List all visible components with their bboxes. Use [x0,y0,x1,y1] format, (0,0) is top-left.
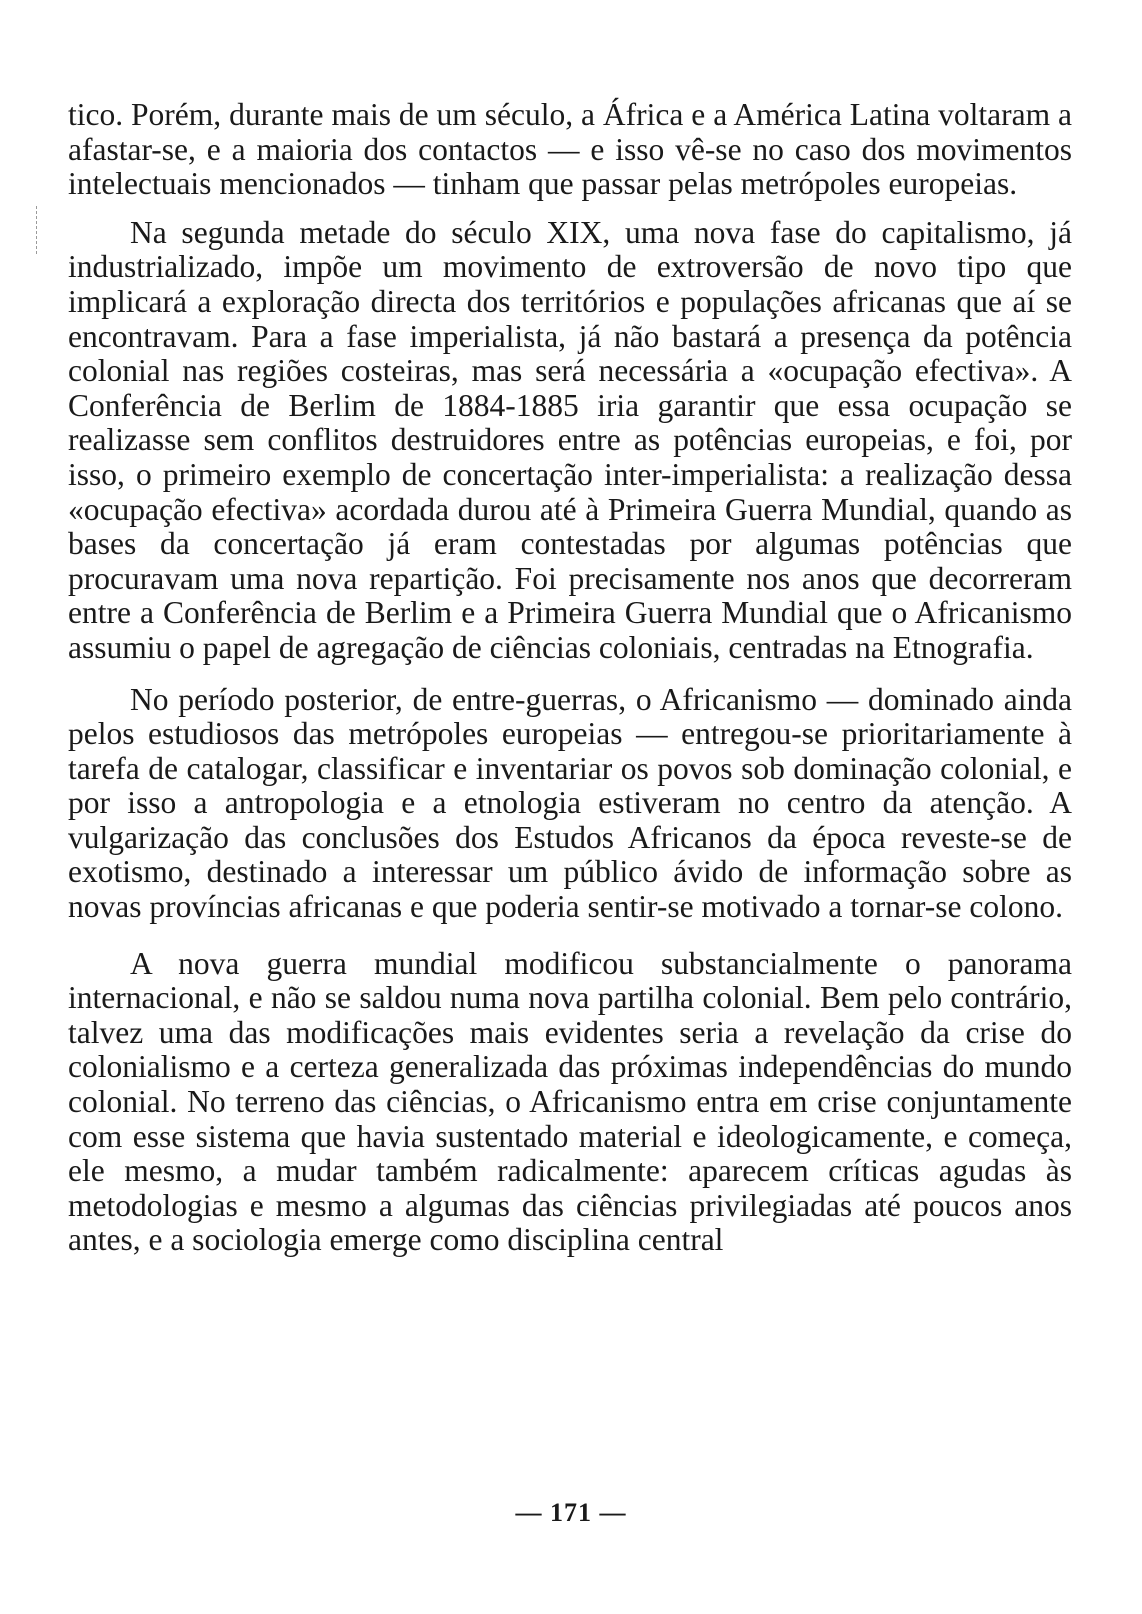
paragraph-new-world-war: A nova guerra mundial modificou substancialmente o panorama internacional, e não se saldou numa nova partilha colonial. Bem pelo contrário, talvez uma das modificações mais evidentes seria a revelação da crise do colonialismo e a certeza generalizada das próximas independências do mundo colonial. No terreno das ciências, o Africanismo entra em crise conjuntamente com esse sistema que havia sustentado material e ideologicamente, e começa, ele mesmo, a mudar também radicalmente: aparecem críticas agudas às metodologias e mesmo a algumas das ciências privilegiadas até poucos anos antes, e a sociologia emerge como disciplina central [68,945,1072,1258]
page-body [68,98,1072,1258]
margin-scan-mark [36,206,38,254]
paragraph-second-half-19th-century: Na segunda metade do século XIX, uma nova fase do capitalismo, já industrializado, impõe um movimento de extroversão de novo tipo que implicará a exploração directa dos territórios e populações africanas que aí se encontravam. Para a fase imperialista, já não bastará a presença da potência colonial nas regiões costeiras, mas será necessária a «ocupação efectiva». A Conferência de Berlim de 1884-1885 iria garantir que essa ocupação se realizasse sem conflitos destruidores entre as potências europeias, e foi, por isso, o primeiro exemplo de concertação inter-imperialista: a realização dessa «ocupação efectiva» acordada durou até à Primeira Guerra Mundial, quando as bases da concertação já eram contestadas por algumas potências que procuravam uma nova repartição. Foi precisamente nos anos que decorreram entre a Conferência de Berlim e a Primeira Guerra Mundial que o Africanismo assumiu o papel de agregação de ciências coloniais, centradas na Etnografia. [68,214,1072,665]
paragraph-inter-war-period: No período posterior, de entre-guerras, o Africanismo — dominado ainda pelos estudiosos das metrópoles europeias — entregou-se prioritariamente à tarefa de catalogar, classificar e inventariar os povos sob dominação colonial, e por isso a antropologia e a etnologia estiveram no centro da atenção. A vulgarização das conclusões dos Estudos Africanos da época reveste-se de exotismo, destinado a interessar um público ávido de informação sobre as novas províncias africanas e que poderia sentir-se motivado a tornar-se colono. [68,681,1072,925]
page-number: — 171 — [515,1498,627,1527]
paragraph-continuation: tico. Porém, durante mais de um século, a África e a América Latina voltaram a afastar-se, e a maioria dos contactos — e isso vê-se no caso dos movimentos intelectuais mencionados — tinham que passar pelas metrópoles europeias. [68,97,1072,202]
